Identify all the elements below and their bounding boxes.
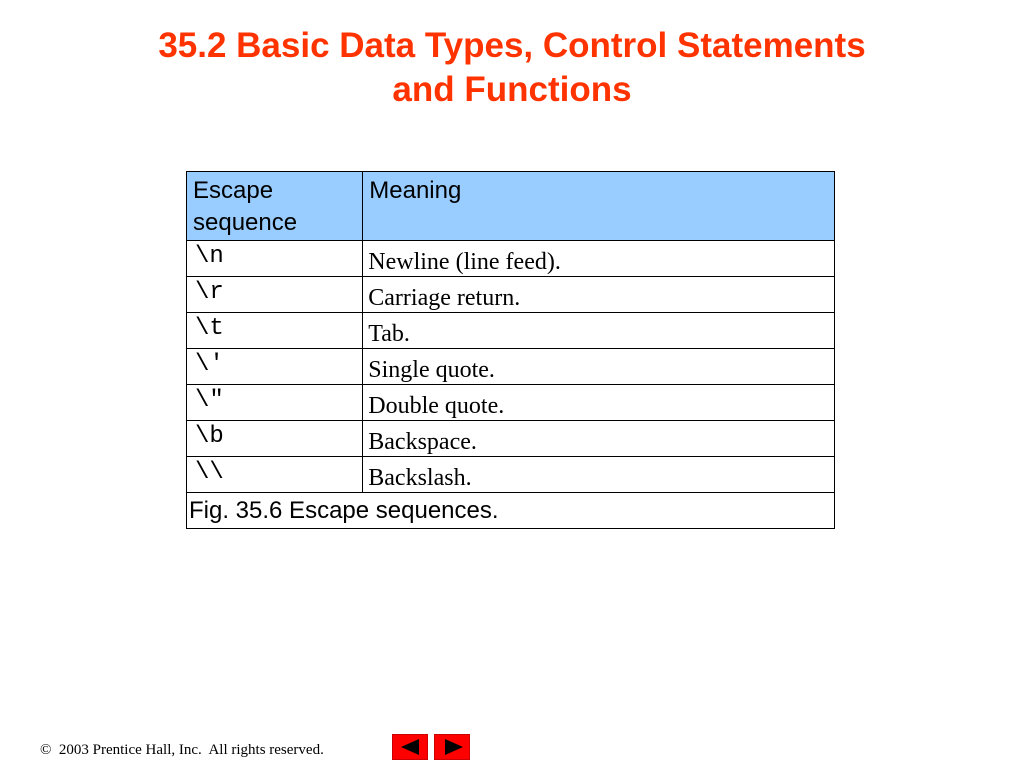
slide-title-line-1: 35.2 Basic Data Types, Control Statements [158, 26, 866, 65]
escape-sequence-cell: \" [187, 385, 363, 421]
table-row [187, 421, 835, 457]
escape-sequence-table [186, 171, 835, 529]
meaning-cell: Backslash. [363, 457, 835, 493]
header-meaning: Meaning [363, 172, 835, 241]
right-triangle-icon [445, 739, 463, 755]
escape-sequence-cell: \t [187, 313, 363, 349]
escape-sequence-cell: \b [187, 421, 363, 457]
escape-sequence-cell: \r [187, 277, 363, 313]
previous-slide-button[interactable] [392, 734, 428, 760]
escape-sequence-cell: \' [187, 349, 363, 385]
table-row [187, 241, 835, 277]
next-slide-button[interactable] [434, 734, 470, 760]
escape-sequence-cell: \\ [187, 457, 363, 493]
copyright-footer: © 2003 Prentice Hall, Inc. All rights reserved. [40, 742, 324, 758]
table-row [187, 313, 835, 349]
table-header-row [187, 172, 835, 241]
slide-title-line-2: and Functions [392, 70, 632, 109]
left-triangle-icon [401, 739, 419, 755]
meaning-cell: Double quote. [363, 385, 835, 421]
meaning-cell: Tab. [363, 313, 835, 349]
escape-sequence-cell: \n [187, 241, 363, 277]
meaning-cell: Backspace. [363, 421, 835, 457]
meaning-cell: Single quote. [363, 349, 835, 385]
table-row [187, 277, 835, 313]
figure-caption: Fig. 35.6 Escape sequences. [187, 493, 835, 529]
table-row [187, 385, 835, 421]
table-caption-row [187, 493, 835, 529]
slide-title [0, 24, 1024, 112]
meaning-cell: Newline (line feed). [363, 241, 835, 277]
meaning-cell: Carriage return. [363, 277, 835, 313]
table-row [187, 457, 835, 493]
header-escape-sequence: Escape sequence [187, 172, 363, 241]
table-row [187, 349, 835, 385]
